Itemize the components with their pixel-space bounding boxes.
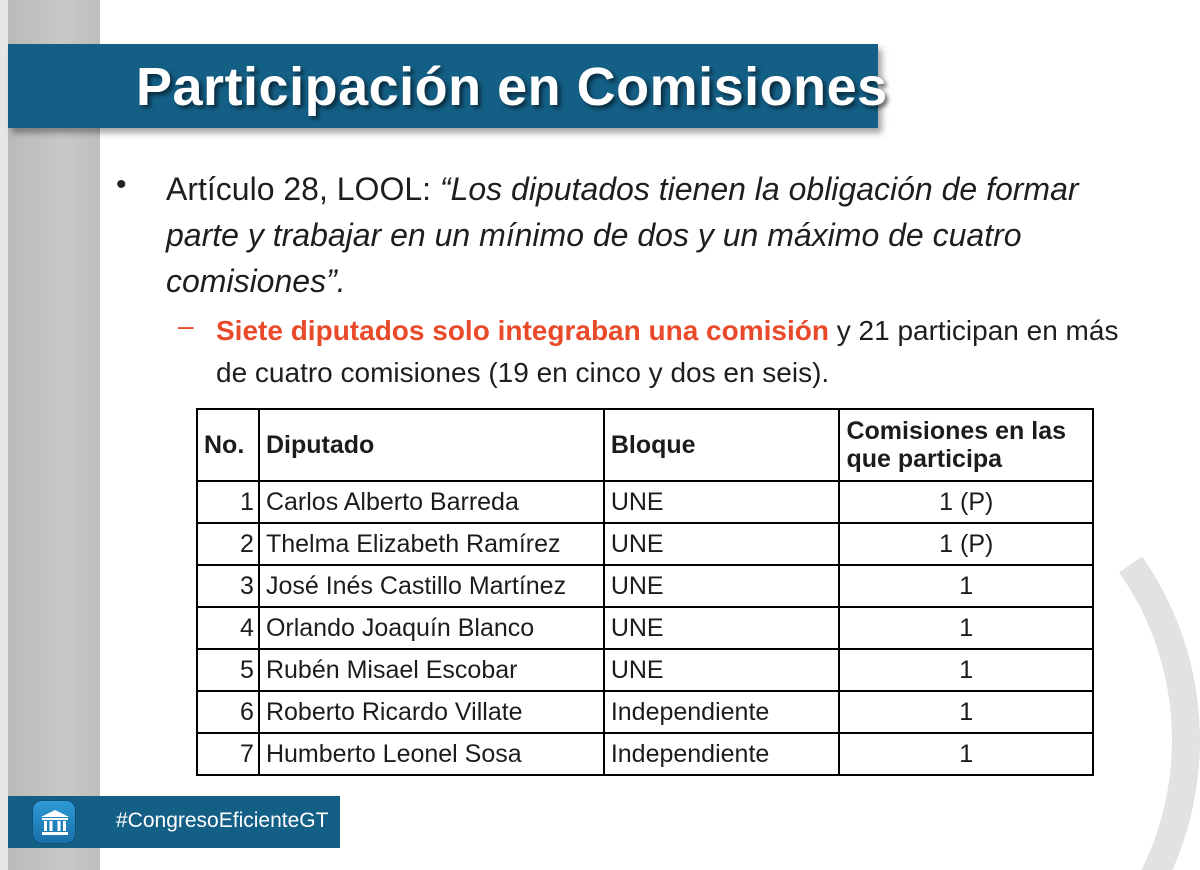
cell-no: 3 [197,565,259,607]
cell-diputado: José Inés Castillo Martínez [259,565,604,607]
cell-no: 5 [197,649,259,691]
table-row [197,523,1093,565]
title-bar [8,44,888,128]
cell-no: 7 [197,733,259,775]
subbullet-text [216,310,1136,394]
table-row [197,481,1093,523]
cell-diputado: Humberto Leonel Sosa [259,733,604,775]
deputies-table [196,408,1094,776]
cell-bloque: UNE [604,523,840,565]
subbullet-rest: y 21 participan en más de cuatro comisiones (19 en cinco y dos en seis). [216,315,1119,388]
table-row [197,691,1093,733]
cell-no: 2 [197,523,259,565]
footer-hashtag: #CongresoEficienteGT [116,809,329,832]
congress-building-icon [32,800,76,844]
table-header-row [197,409,1093,481]
header-diputado: Diputado [259,409,604,481]
cell-bloque: Independiente [604,691,840,733]
header-comisiones: Comisiones en las que participa [839,409,1093,481]
cell-no: 4 [197,607,259,649]
cell-diputado: Rubén Misael Escobar [259,649,604,691]
cell-comisiones: 1 [839,607,1093,649]
cell-bloque: UNE [604,649,840,691]
cell-no: 6 [197,691,259,733]
subbullet-highlight: Siete diputados solo integraban una comisión [216,315,829,346]
bullet-icon: • [116,168,127,201]
table-row [197,565,1093,607]
left-edge [0,0,8,870]
cell-comisiones: 1 [839,565,1093,607]
footer-bar [8,796,340,848]
cell-bloque: UNE [604,565,840,607]
cell-no: 1 [197,481,259,523]
slide-title: Participación en Comisiones [136,57,888,117]
subbullet-dash: – [178,310,194,341]
bullet-text [166,166,1156,304]
cell-comisiones: 1 (P) [839,523,1093,565]
cell-diputado: Orlando Joaquín Blanco [259,607,604,649]
cell-comisiones: 1 [839,733,1093,775]
cell-comisiones: 1 (P) [839,481,1093,523]
side-bar-decoration [8,0,100,870]
cell-diputado: Carlos Alberto Barreda [259,481,604,523]
table-row [197,607,1093,649]
cell-bloque: Independiente [604,733,840,775]
cell-comisiones: 1 [839,691,1093,733]
header-no: No. [197,409,259,481]
header-bloque: Bloque [604,409,840,481]
table-row [197,733,1093,775]
cell-bloque: UNE [604,607,840,649]
cell-comisiones: 1 [839,649,1093,691]
cell-bloque: UNE [604,481,840,523]
bullet-quote: “Los diputados tienen la obligación de formar parte y trabajar en un mínimo de dos y un máximo de cuatro comisiones”. [166,171,1079,299]
cell-diputado: Thelma Elizabeth Ramírez [259,523,604,565]
bullet-lead: Artículo 28, LOOL: [166,171,440,207]
table-row [197,649,1093,691]
cell-diputado: Roberto Ricardo Villate [259,691,604,733]
